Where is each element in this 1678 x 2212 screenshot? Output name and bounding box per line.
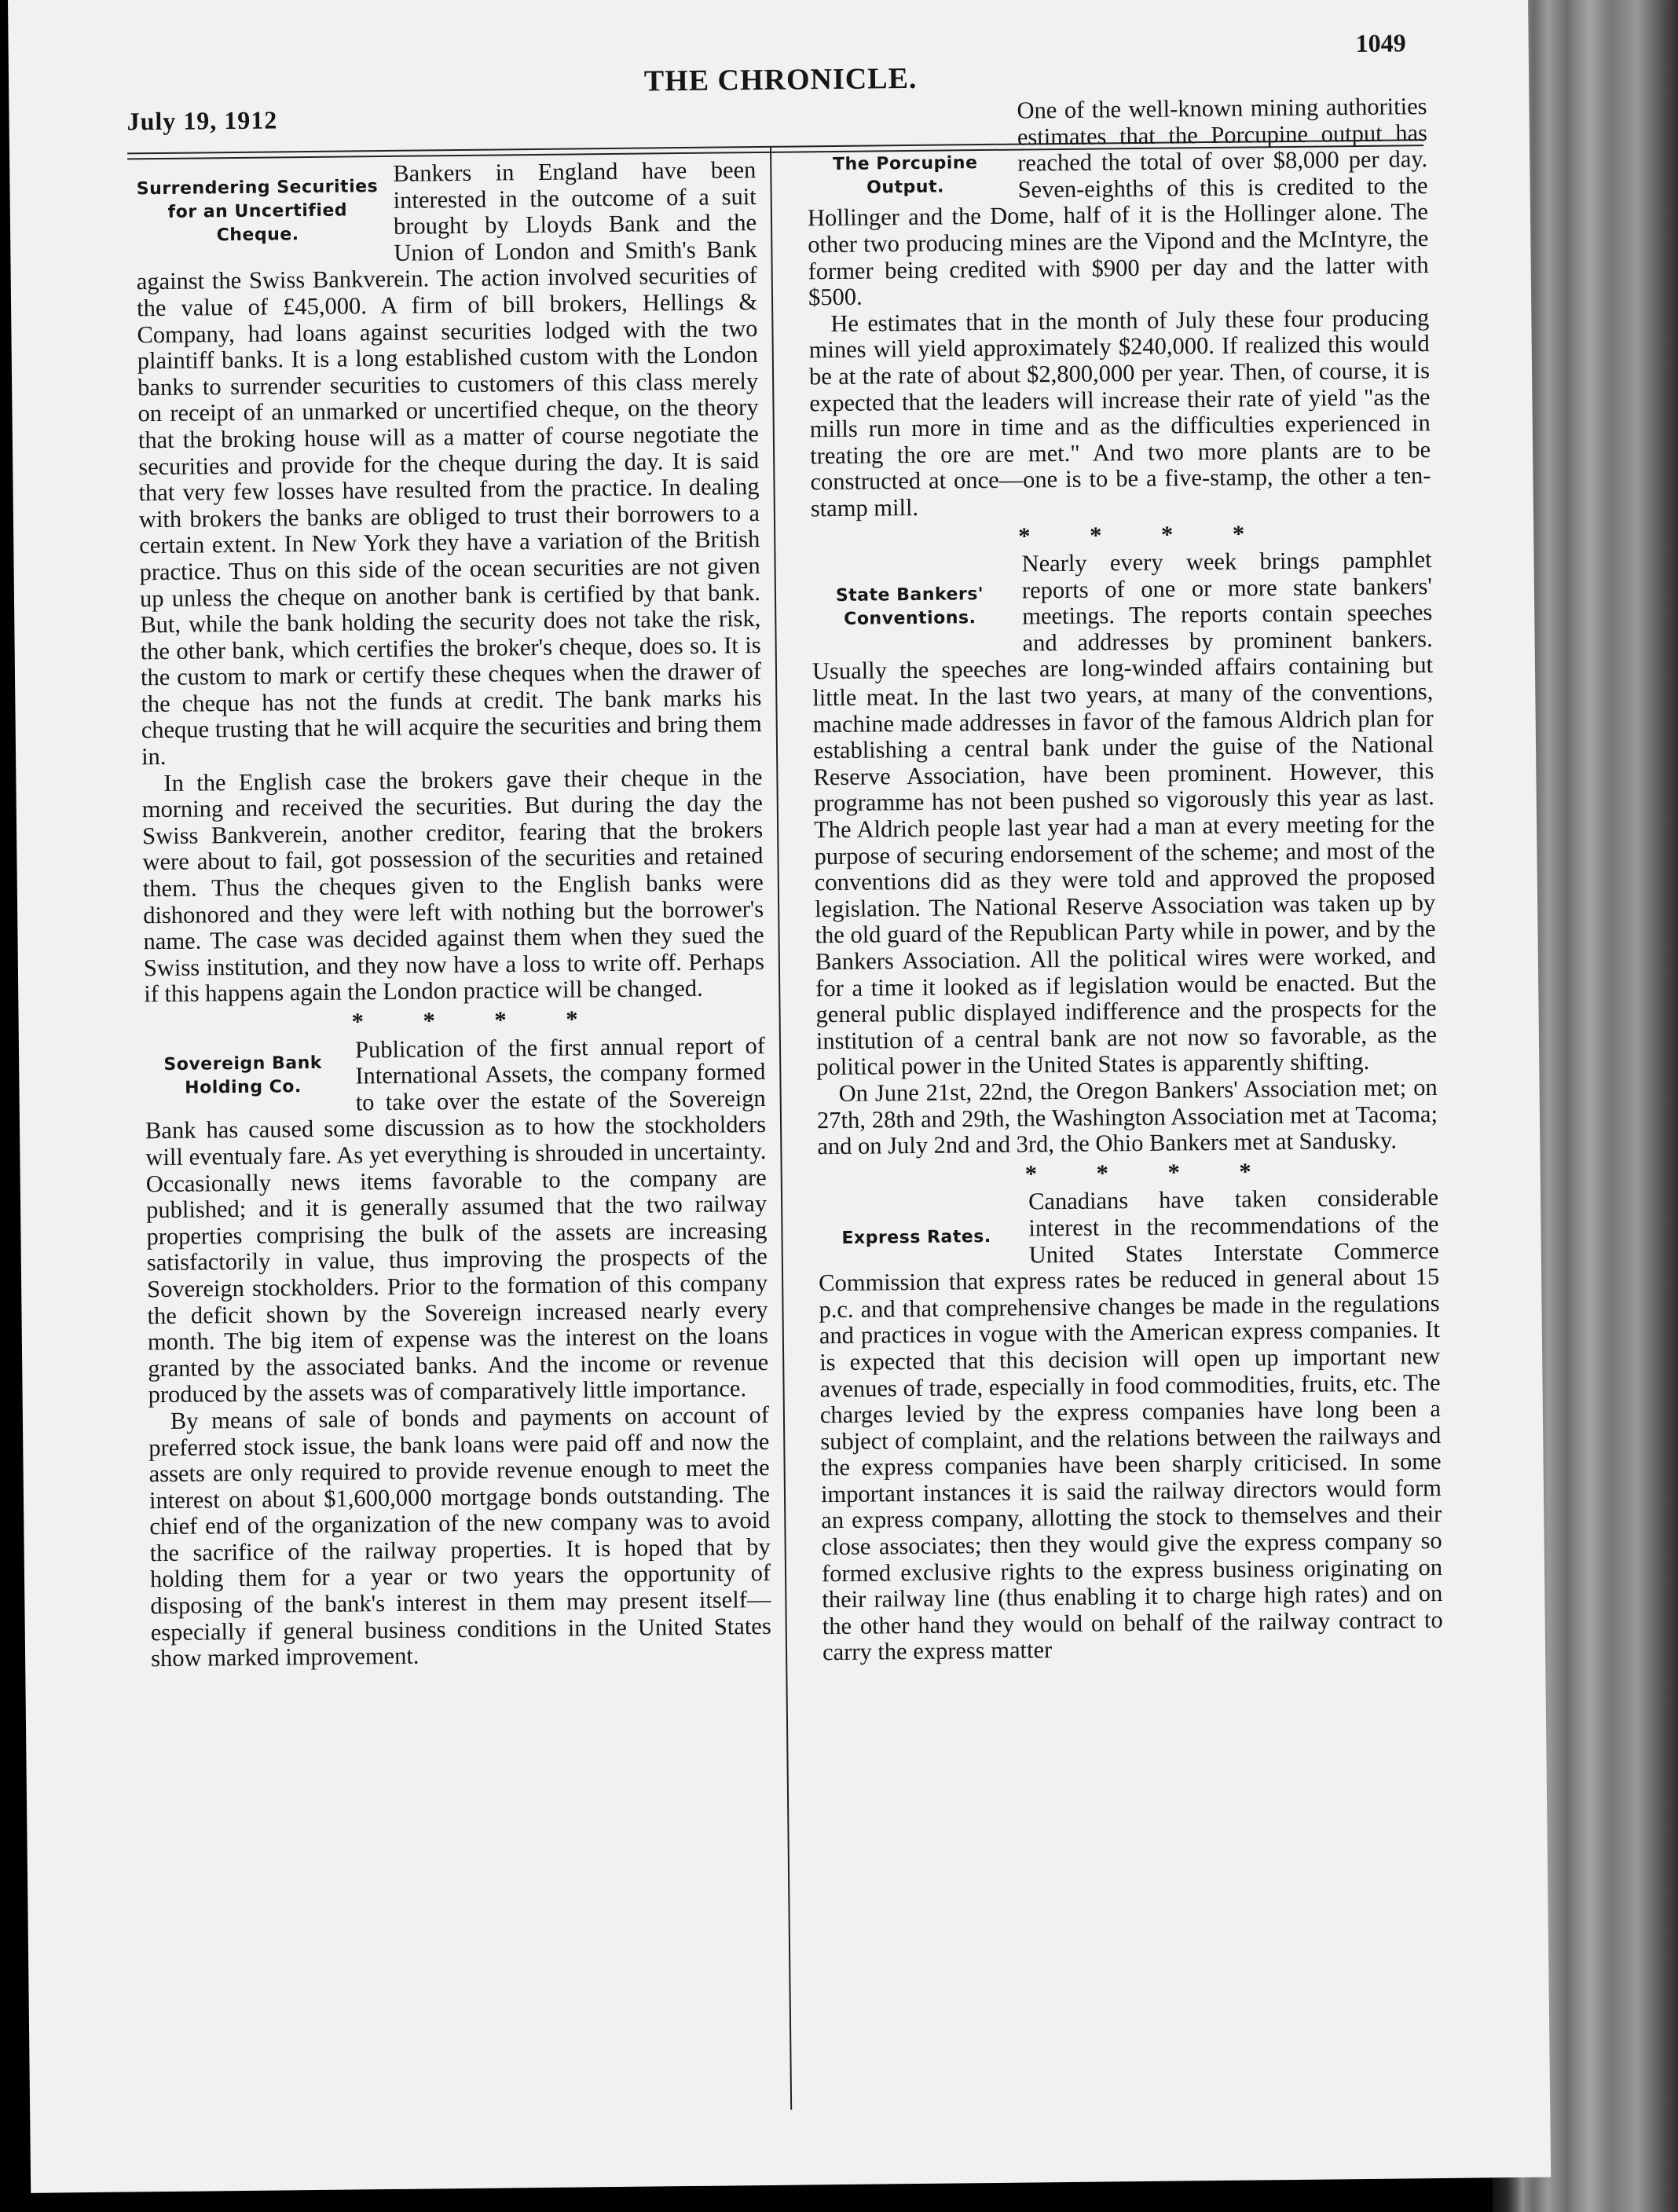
left-column: [135, 157, 771, 1672]
column-rule: [770, 146, 792, 2110]
issue-date: July 19, 1912: [126, 105, 278, 136]
section-separator: * * * *: [351, 1005, 605, 1035]
paragraph: Nearly every week brings pamphlet reports of one or more state bankers' meetings. The reports contain speeches and addresses by prominent bankers. Usually the speeches are long-winded affairs containing but little meat. In the last two years, at many of the conventions, machine made addresses in favor of the famous Aldrich plan for establishing a central bank under the guise of the National Reserve Association, have been prominent. However, this programme has not been pushed so vigorously this year as last. The Aldrich people last year had a man at every meeting for the purpose of securing endorsement of the scheme; and most of the conventions did as they were told and approved the proposed legislation. The National Reserve Association was taken up by the old guard of the Republican Party while in power, and by the Bankers Association. All the political wires were worked, and for a time it looked as if legislation would be enacted. But the general public displayed indifference and the prospects for the institution of a central bank are not now so favorable, as the political power in the United States is apparently shifting.: [812, 546, 1438, 1081]
article-porcupine-output: [806, 93, 1431, 522]
page-number: 1049: [1355, 28, 1406, 58]
paragraph: Canadians have taken considerable interest in the recommendations of the United States Interstate Commerce Commission that express rates be reduced in general about 15 p.c. and that comprehensive changes be made in the regulations and practices in vogue with the American express companies. It is expected that this decision will open up important new avenues of trade, especially in food commodities, fruits, etc. The charges levied by the express companies have long been a subject of complaint, and the relations between the railways and the express companies have been sharply criticised. In some important instances it is said the railway directors would form an express company, allotting the stock to themselves and their close associates; then they would give the express company so formed exclusive rights to the express business originating on their railway line (thus enabling it to charge high rates) and on the other hand they would on behalf of the railway contract to carry the express matter: [818, 1184, 1443, 1666]
article-express-rates: [818, 1185, 1443, 1666]
sidehead-state-bankers: State Bankers' Conventions.: [835, 584, 984, 629]
sidehead-porcupine-output: The Porcupine Output.: [832, 153, 978, 198]
paragraph: Publication of the first annual report of International Assets, the company formed to take over the estate of the Sovereign Bank has caused some discussion as to how the stockholders will eventualy fare. As yet everything is shrouded in uncertainty. Occasionally news items favorable to the company are published; and it is generally assumed that the two railway properties comprising the bulk of the assets are increasing satisfactorily in value, thus improving the prospects of the Sovereign stockholders. Prior to the formation of this company the deficit shown by the Sovereign increased nearly every month. The big item of expense was the interest on the loans granted by the associated banks. And the income or revenue produced by the assets was of comparatively little importance.: [145, 1031, 769, 1408]
masthead-title: THE CHRONICLE.: [643, 61, 918, 98]
sidehead-surrendering-securities: Surrendering Securities for an Uncertified Cheque.: [136, 177, 379, 246]
sidehead-sovereign-bank: Sovereign Bank Holding Co.: [163, 1053, 323, 1098]
paragraph: Bankers in England have been interested in the outcome of a suit brought by Lloyds Bank and the Union of London and Smith's Bank against the Swiss Bankverein. The action involved securities of the value of £45,000. A firm of bill brokers, Hellings & Company, had loans against securities lodged with the two plaintiff banks. It is a long established custom with the London banks to surrender securities to customers of this class merely on receipt of an unmarked or uncertified cheque, on the theory that the broking house will as a matter of course negotiate the securities and provide for the cheque during the day. It is said that very few losses have resulted from the practice. In dealing with brokers the banks are obliged to trust their borrowers to a certain extent. In New York they have a variation of the British practice. Thus on this side of the ocean securities are not given up unless the cheque on another bank is certified by that bank. But, while the bank holding the security does not take the risk, the other bank, which certifies the broker's cheque, does so. It is the custom to mark or certify these cheques when the drawer of the cheque has not the funds at credit. The bank marks his cheque trusting that he will acquire the securities and bring them in.: [136, 156, 762, 771]
section-separator: * * * *: [1018, 519, 1272, 550]
paragraph: On June 21st, 22nd, the Oregon Bankers' Association met; on 27th, 28th and 29th, the Washington Association met at Tacoma; and on July 2nd and 3rd, the Ohio Bankers met at Sandusky.: [816, 1073, 1438, 1160]
paragraph: In the English case the brokers gave their cheque in the morning and received the securities. But during the day the Swiss Bankverein, another creditor, fearing that the brokers were about to fail, got possession of the securities and retained them. Thus the cheques given to the English banks were dishonored and they were left with nothing but the borrower's name. The case was decided against them when they sued the Swiss institution, and they now have a loss to write off. Perhaps if this happens again the London practice will be changed.: [141, 763, 765, 1008]
paragraph: By means of sale of bonds and payments on account of preferred stock issue, the bank loans were paid off and now the assets are only required to provide revenue enough to meet the interest on about $1,600,000 mortgage bonds outstanding. The chief end of the organization of the new company was to avoid the sacrifice of the railway properties. It is hoped that by holding them for a year or two years the opportunity of disposing of the bank's interest in them may present itself—especially if general business conditions in the United States show marked improvement.: [148, 1401, 771, 1672]
paragraph: One of the well-known mining authorities estimates that the Porcupine output has reached the total of over $8,000 per day. Seven-eighths of this is credited to the Hollinger and the Dome, half of it is the Hollinger alone. The other two producing mines are the Vipond and the McIntyre, the former being credited with $900 per day and the latter with $500.: [807, 93, 1429, 311]
right-column: [806, 93, 1443, 1666]
section-separator: * * * *: [1024, 1157, 1278, 1188]
article-sovereign-bank: [145, 1033, 771, 1672]
article-state-bankers-conventions: [811, 547, 1438, 1160]
sidehead-express-rates: Express Rates.: [841, 1227, 991, 1249]
article-surrendering-securities: [135, 157, 764, 1008]
newspaper-page: [8, 0, 1551, 2193]
paragraph: He estimates that in the month of July these four producing mines will yield approximately $240,000. If realized this would be at the rate of about $2,800,000 per year. Then, of course, it is expected that the leaders will increase their rate of yield "as the mills run more in time and as the difficulties experienced in treating the ore are met." And two more plants are to be constructed at once—one is to be a five-stamp, the other a ten-stamp mill.: [808, 303, 1431, 522]
